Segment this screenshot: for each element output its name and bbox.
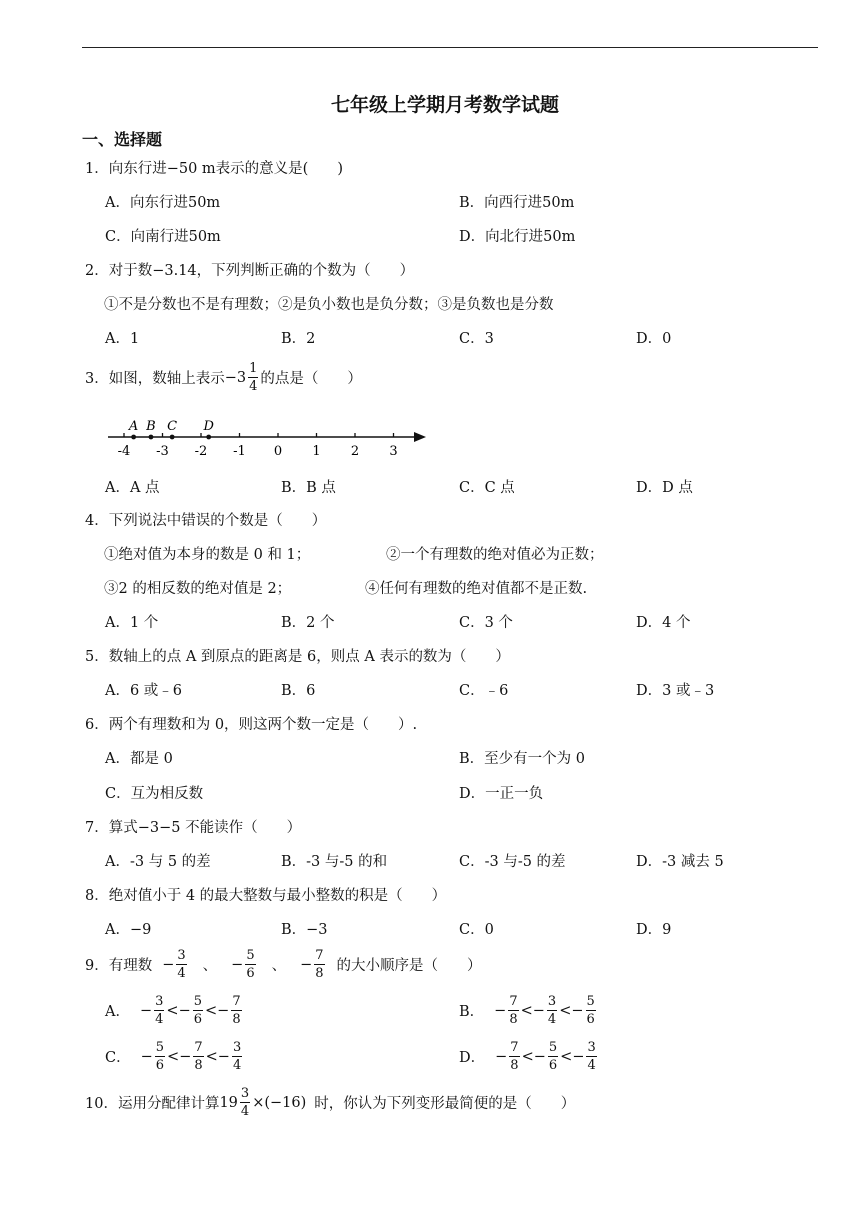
fraction <box>231 995 241 1026</box>
q4-option-b: B．2 个 <box>281 615 335 631</box>
q1-option-d: D．向北行进50m <box>459 229 576 245</box>
frac-num: 3 <box>587 1040 596 1055</box>
frac-den: 4 <box>547 1012 557 1027</box>
q9-option-c <box>105 1041 244 1072</box>
q2-stem: 2．对于数−3.14，下列判断正确的个数为（ ） <box>85 263 415 279</box>
frac-num: 5 <box>246 948 255 963</box>
fraction <box>586 1041 596 1072</box>
frac-num: 5 <box>586 994 595 1009</box>
option-label: B． <box>459 1004 485 1020</box>
number-line-tick-label: 3 <box>389 444 398 459</box>
q9-option-b <box>459 995 598 1026</box>
frac-den: 8 <box>315 966 324 981</box>
minus: − <box>495 1048 508 1065</box>
q4-option-d: D．4 个 <box>636 615 691 631</box>
number-line-point-label: C <box>167 419 178 434</box>
q3-fraction <box>248 362 258 393</box>
frac-den: 6 <box>548 1058 558 1073</box>
q9-fraction-5-6 <box>245 949 255 980</box>
q9-minus: − <box>231 956 244 973</box>
q8-option-c: C．0 <box>459 922 494 938</box>
q10-stem <box>85 1087 575 1118</box>
q9-sep: 、 <box>202 958 218 974</box>
q8-option-d: D．9 <box>636 922 672 938</box>
less-than: < <box>205 1002 218 1019</box>
q4-statement-4: ④任何有理数的绝对值都不是正数. <box>365 581 588 597</box>
q8-option-b: B．−3 <box>281 922 328 938</box>
frac-num: 3 <box>177 948 186 963</box>
frac-num: 5 <box>193 994 203 1009</box>
frac-den: 4 <box>177 966 186 981</box>
q7-option-c: C．-3 与-5 的差 <box>459 854 566 870</box>
q3-frac-num: 1 <box>249 361 258 376</box>
q9-fraction-7-8 <box>314 949 324 980</box>
frac-den: 8 <box>509 1012 518 1027</box>
q4-statement-3: ③2 的相反数的绝对值是 2； <box>104 581 292 597</box>
q7-option-b: B．-3 与-5 的和 <box>281 854 388 870</box>
minus: − <box>494 1002 507 1019</box>
minus: − <box>178 1002 191 1019</box>
number-line-figure <box>100 412 440 462</box>
q6-option-b: B．至少有一个为 0 <box>459 751 585 767</box>
frac-num: 7 <box>232 994 241 1009</box>
number-line-point <box>170 435 175 440</box>
q9-sep: 、 <box>271 958 287 974</box>
q9-stem-before: 9．有理数 <box>85 958 153 974</box>
q4-statement-1: ①绝对值为本身的数是 0 和 1； <box>104 547 311 563</box>
q9-minus: − <box>300 956 313 973</box>
number-line-tick-label: -3 <box>156 444 169 459</box>
q9-option-a <box>105 995 244 1026</box>
number-line-tick-label: -1 <box>233 444 246 459</box>
minus: − <box>139 1002 153 1019</box>
q6-option-a: A．都是 0 <box>105 751 173 767</box>
q10-fraction <box>240 1087 250 1118</box>
frac-den: 4 <box>232 1058 242 1073</box>
fraction <box>232 1041 242 1072</box>
less-than: < <box>521 1048 534 1065</box>
frac-den: 4 <box>155 1012 164 1027</box>
fraction <box>155 1041 165 1072</box>
q1-option-a: A．向东行进50m <box>105 195 221 211</box>
option-label: C． <box>105 1050 131 1066</box>
number-line-point-label: B <box>146 419 156 434</box>
number-line-point-label: A <box>128 419 139 434</box>
number-line-tick-label: 1 <box>312 444 321 459</box>
q3-option-a: A．A 点 <box>105 480 160 496</box>
frac-num: 7 <box>510 1040 519 1055</box>
number-line-tick-label: 2 <box>350 444 360 459</box>
q3-option-d: D．D 点 <box>636 480 693 496</box>
q9-stem <box>85 949 482 980</box>
minus: − <box>140 1048 153 1065</box>
number-line-point <box>131 435 136 440</box>
frac-num: 3 <box>155 994 164 1009</box>
frac-den: 6 <box>155 1058 165 1073</box>
frac-num: 3 <box>232 1040 242 1055</box>
frac-num: 3 <box>240 1086 250 1101</box>
q8-stem: 8．绝对值小于 4 的最大整数与最小整数的积是（ ） <box>85 888 447 904</box>
less-than: < <box>167 1048 180 1065</box>
frac-num: 7 <box>509 994 518 1009</box>
q6-option-d: D．一正一负 <box>459 786 544 802</box>
minus: − <box>179 1048 192 1065</box>
frac-den: 4 <box>240 1104 250 1119</box>
option-label: D． <box>459 1050 486 1066</box>
q6-option-c: C．互为相反数 <box>105 786 204 802</box>
option-label: A． <box>105 1004 130 1020</box>
less-than: < <box>166 1002 179 1019</box>
q3-stem-after: 的点是（ ） <box>260 371 362 387</box>
q5-option-d: D．3 或﹣3 <box>636 683 715 699</box>
number-line-tick-label: 0 <box>273 444 283 459</box>
frac-den: 8 <box>232 1012 241 1027</box>
number-line-point <box>149 435 154 440</box>
page-title: 七年级上学期月考数学试题 <box>331 94 560 116</box>
fraction <box>547 995 557 1026</box>
fraction <box>548 1041 558 1072</box>
q4-option-c: C．3 个 <box>459 615 513 631</box>
q2-option-a: A．1 <box>105 331 140 347</box>
minus: − <box>217 1048 230 1065</box>
q5-option-a: A．6 或﹣6 <box>105 683 183 699</box>
q2-option-c: C．3 <box>459 331 494 347</box>
frac-num: 5 <box>548 1040 558 1055</box>
q3-frac-den: 4 <box>249 379 258 394</box>
number-line-point-label: D <box>203 419 214 434</box>
q7-option-d: D．-3 减去 5 <box>636 854 724 870</box>
q6-stem: 6．两个有理数和为 0，则这两个数一定是（ ）. <box>85 717 418 733</box>
q2-statements: ①不是分数也不是有理数；②是负小数也是负分数；③是负数也是分数 <box>104 297 554 313</box>
fraction <box>586 995 596 1026</box>
minus: − <box>533 1048 546 1065</box>
q7-stem: 7．算式−3−5 不能读作（ ） <box>85 820 302 836</box>
q10-stem-after: 时，你认为下列变形最简便的是（ ） <box>314 1096 576 1112</box>
q9-minus: − <box>162 956 175 973</box>
q9-fraction-3-4 <box>176 949 186 980</box>
q3-option-c: C．C 点 <box>459 480 515 496</box>
q5-option-c: C．﹣6 <box>459 683 509 699</box>
less-than: < <box>559 1002 572 1019</box>
number-line-point <box>206 435 211 440</box>
q10-stem-before: 10．运用分配律计算 <box>85 1096 220 1112</box>
number-line-arrow <box>414 432 426 442</box>
q9-option-d <box>459 1041 599 1072</box>
fraction <box>193 1041 203 1072</box>
q9-stem-after: 的大小顺序是（ ） <box>336 958 482 974</box>
q5-stem: 5．数轴上的点 A 到原点的距离是 6，则点 A 表示的数为（ ） <box>85 649 510 665</box>
frac-den: 6 <box>246 966 255 981</box>
q3-option-b: B．B 点 <box>281 480 336 496</box>
header-rule <box>82 47 818 48</box>
minus: − <box>572 1048 585 1065</box>
number-line-tick-label: -2 <box>194 444 208 459</box>
minus: − <box>532 1002 545 1019</box>
q2-option-d: D．0 <box>636 331 672 347</box>
q4-option-a: A．1 个 <box>105 615 159 631</box>
less-than: < <box>520 1002 533 1019</box>
less-than: < <box>560 1048 573 1065</box>
frac-num: 7 <box>194 1040 203 1055</box>
section-heading: 一、选择题 <box>82 130 163 149</box>
minus: − <box>217 1002 230 1019</box>
frac-den: 6 <box>586 1012 595 1027</box>
q10-whole: 19 <box>219 1094 238 1111</box>
q4-statement-2: ②一个有理数的绝对值必为正数； <box>386 547 604 563</box>
frac-den: 8 <box>194 1058 203 1073</box>
q3-stem-before: 3．如图，数轴上表示 <box>85 371 225 387</box>
q3-stem <box>85 362 362 393</box>
frac-num: 3 <box>547 994 557 1009</box>
q1-option-c: C．向南行进50m <box>105 229 221 245</box>
q7-option-a: A．-3 与 5 的差 <box>105 854 211 870</box>
minus: − <box>571 1002 584 1019</box>
q5-option-b: B．6 <box>281 683 316 699</box>
number-line-tick-label: -4 <box>117 444 131 459</box>
frac-num: 7 <box>315 948 324 963</box>
q8-option-a: A．−9 <box>105 922 152 938</box>
q10-times: ×(−16) <box>252 1094 307 1111</box>
fraction <box>509 1041 519 1072</box>
fraction <box>154 995 164 1026</box>
fraction <box>193 995 203 1026</box>
frac-den: 8 <box>510 1058 519 1073</box>
fraction <box>508 995 518 1026</box>
frac-den: 4 <box>587 1058 596 1073</box>
q4-stem: 4．下列说法中错误的个数是（ ） <box>85 513 327 529</box>
frac-num: 5 <box>155 1040 165 1055</box>
q1-stem: 1．向东行进−50 m表示的意义是( ) <box>85 161 343 177</box>
q3-stem-whole: −3 <box>224 369 247 386</box>
less-than: < <box>205 1048 218 1065</box>
q1-option-b: B．向西行进50m <box>459 195 575 211</box>
frac-den: 6 <box>193 1012 203 1027</box>
q2-option-b: B．2 <box>281 331 316 347</box>
